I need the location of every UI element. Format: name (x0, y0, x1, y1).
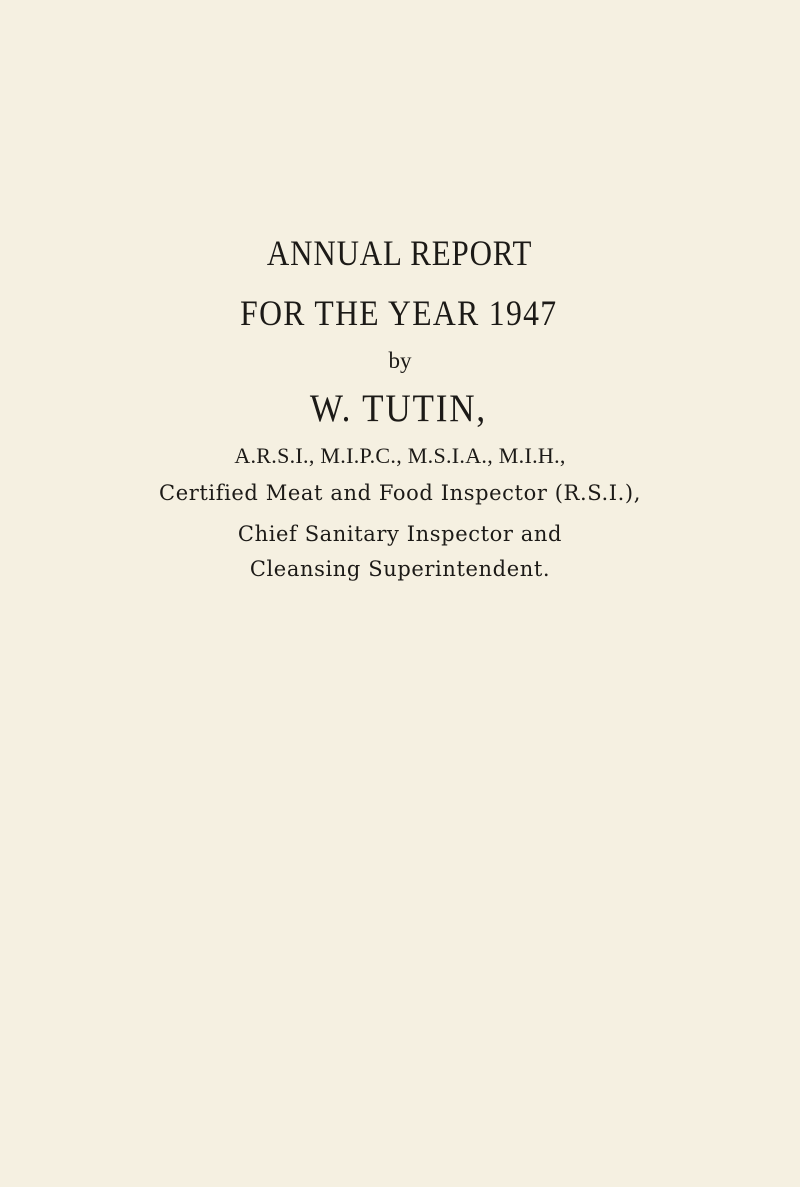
author-qualifications: A.R.S.I., M.I.P.C., M.S.I.A., M.I.H., (234, 443, 566, 468)
author-name: W. TUTIN, (309, 387, 487, 430)
by-text: by (388, 348, 412, 373)
author-role-line-2: Chief Sanitary Inspector and (237, 522, 563, 546)
author-role-line-1: Certified Meat and Food Inspector (R.S.I.), (159, 481, 641, 505)
author-role-line-3: Cleansing Superintendent. (249, 557, 551, 581)
report-title-line-2: FOR THE YEAR 1947 (240, 293, 558, 333)
report-title-line-1: ANNUAL REPORT (266, 233, 533, 273)
